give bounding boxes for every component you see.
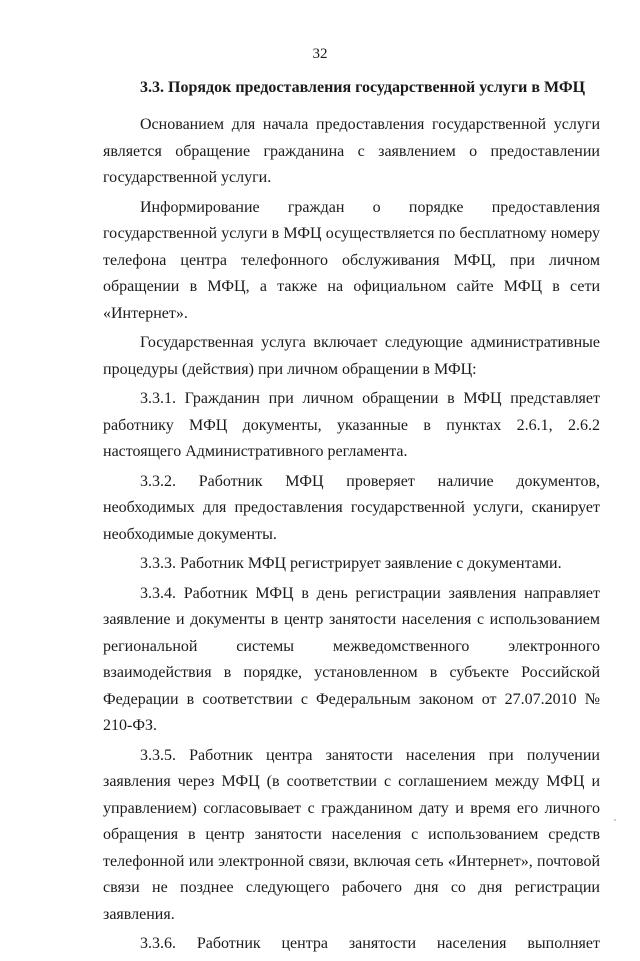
- section-heading: 3.3. Порядок предоставления государственной услуги в МФЦ: [140, 79, 586, 96]
- body-text: [103, 112, 600, 961]
- paragraph-procedures: Государственная услуга включает следующие административные процедуры (действия) при личном обращении в МФЦ:: [103, 334, 600, 378]
- paragraph-3-3-6: 3.3.6. Работник центра занятости населения выполняет: [140, 935, 600, 952]
- scan-speck: [614, 819, 616, 821]
- paragraph-informing: Информирование граждан о порядке предоставления государственной услуги в МФЦ осуществляется по бесплатному номеру телефона центра телефонного обслуживания МФЦ, при личном обращении в МФЦ, а также на официальном сайте МФЦ в сети «Интернет».: [103, 198, 600, 322]
- paragraph-basis: Основанием для начала предоставления государственной услуги является обращение гражданина с заявлением о предоставлении государственной услуги.: [103, 116, 600, 186]
- paragraph-3-3-3: 3.3.3. Работник МФЦ регистрирует заявление с документами.: [140, 555, 562, 572]
- page-number: 32: [312, 46, 328, 62]
- paragraph-3-3-1: 3.3.1. Гражданин при личном обращении в МФЦ представляет работнику МФЦ документы, указанные в пунктах 2.6.1, 2.6.2 настоящего Административного регламента.: [103, 390, 600, 460]
- paragraph-3-3-4: 3.3.4. Работник МФЦ в день регистрации заявления направляет заявление и документы в центр занятости населения с использованием региональной системы межведомственного электронного взаимодействия в порядке, установленном в субъекте Российской Федерации в соответствии с Федеральным законом от 27.07.2010 № 210-ФЗ.: [103, 584, 600, 734]
- paragraph-3-3-5: 3.3.5. Работник центра занятости населения при получении заявления через МФЦ (в соответствии с соглашением между МФЦ и управлением) согласовывает с гражданином дату и время его личного обращения в центр занятости населения с использованием средств телефонной или электронной связи, включая сеть «Интернет», почтовой связи не позднее следующего рабочего дня со дня регистрации заявления.: [103, 746, 600, 923]
- paragraph-3-3-2: 3.3.2. Работник МФЦ проверяет наличие документов, необходимых для предоставления государственной услуги, сканирует необходимые документы.: [103, 472, 600, 543]
